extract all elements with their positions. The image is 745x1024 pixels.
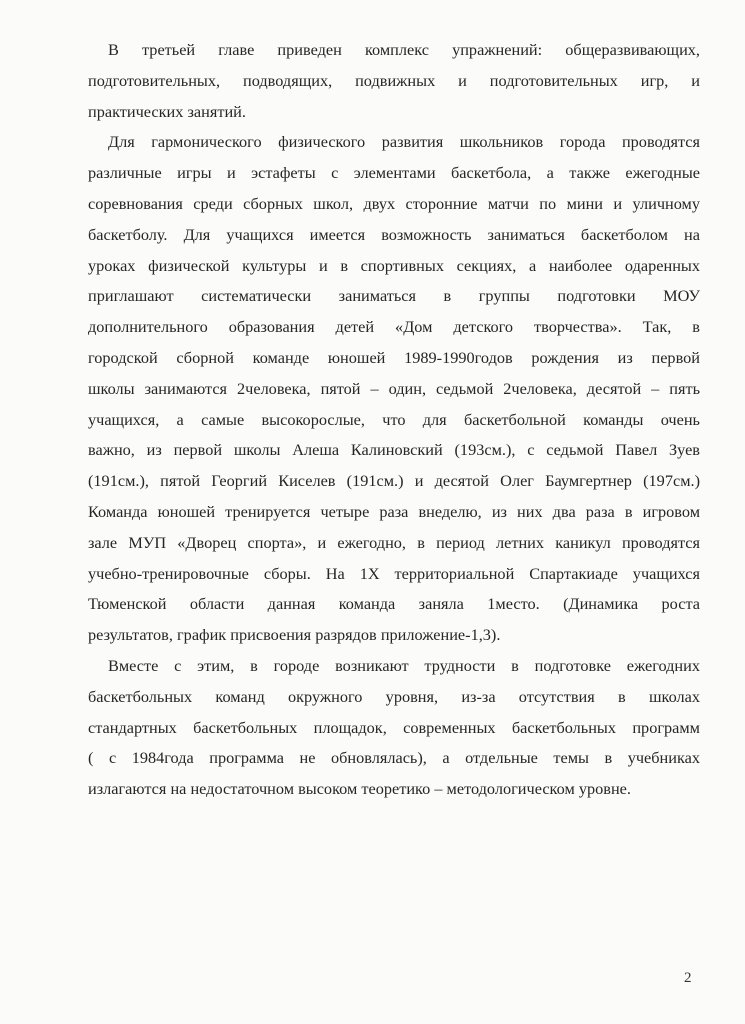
text-line: Для гармонического физического развития школьников города проводятся <box>108 132 700 152</box>
text-line: Тюменской области данная команда заняла 1место. (Динамика роста <box>88 594 700 614</box>
text-line: баскетболу. Для учащихся имеется возможность заниматься баскетболом на <box>88 224 700 244</box>
text-line: учащихся, а самые высокорослые, что для баскетбольной команды очень <box>88 409 700 429</box>
text-line: важно, из первой школы Алеша Калиновский (193см.), с седьмой Павел Зуев <box>88 440 700 460</box>
text-line: результатов, график присвоения разрядов приложение-1,3). <box>88 625 501 645</box>
text-line: приглашают систематически заниматься в группы подготовки МОУ <box>88 286 700 306</box>
text-line: Команда юношей тренируется четыре раза внеделю, из них два раза в игровом <box>88 502 700 521</box>
text-line: дополнительного образования детей «Дом детского творчества». Так, в <box>88 317 700 337</box>
text-line: баскетбольных команд окружного уровня, из-за отсутствия в школах <box>88 686 700 706</box>
text-line: соревнования среди сборных школ, двух сторонние матчи по мини и уличному <box>88 194 700 213</box>
text-line: стандартных баскетбольных площадок, современных баскетбольных программ <box>88 717 700 737</box>
text-line: Вместе с этим, в городе возникают трудности в подготовке ежегодних <box>108 656 700 675</box>
text-line: учебно-тренировочные сборы. На 1Х территориальной Спартакиаде учащихся <box>88 563 700 583</box>
text-line: В третьей главе приведен комплекс упражнений: общеразвивающих, <box>108 40 700 59</box>
text-line: практических занятий. <box>88 101 246 121</box>
text-line: городской сборной команде юношей 1989-1990годов рождения из первой <box>88 348 700 367</box>
text-line: подготовительных, подводящих, подвижных и подготовительных игр, и <box>88 70 700 90</box>
text-line: школы занимаются 2человека, пятой – один, седьмой 2человека, десятой – пять <box>88 378 700 398</box>
text-line: излагаются на недостаточном высоком теоретико – методологическом уровне. <box>88 779 631 799</box>
text-line: различные игры и эстафеты с элементами баскетбола, а также ежегодные <box>88 163 700 183</box>
text-line: ( с 1984года программа не обновлялась), а отдельные темы в учебниках <box>88 748 700 768</box>
text-line: (191см.), пятой Георгий Киселев (191см.) и десятой Олег Баумгертнер (197см.) <box>88 471 700 491</box>
text-line: зале МУП «Дворец спорта», и ежегодно, в период летних каникул проводятся <box>88 532 700 552</box>
page-number: 2 <box>684 970 692 986</box>
text-line: уроках физической культуры и в спортивных секциях, а наиболее одаренных <box>88 255 700 275</box>
